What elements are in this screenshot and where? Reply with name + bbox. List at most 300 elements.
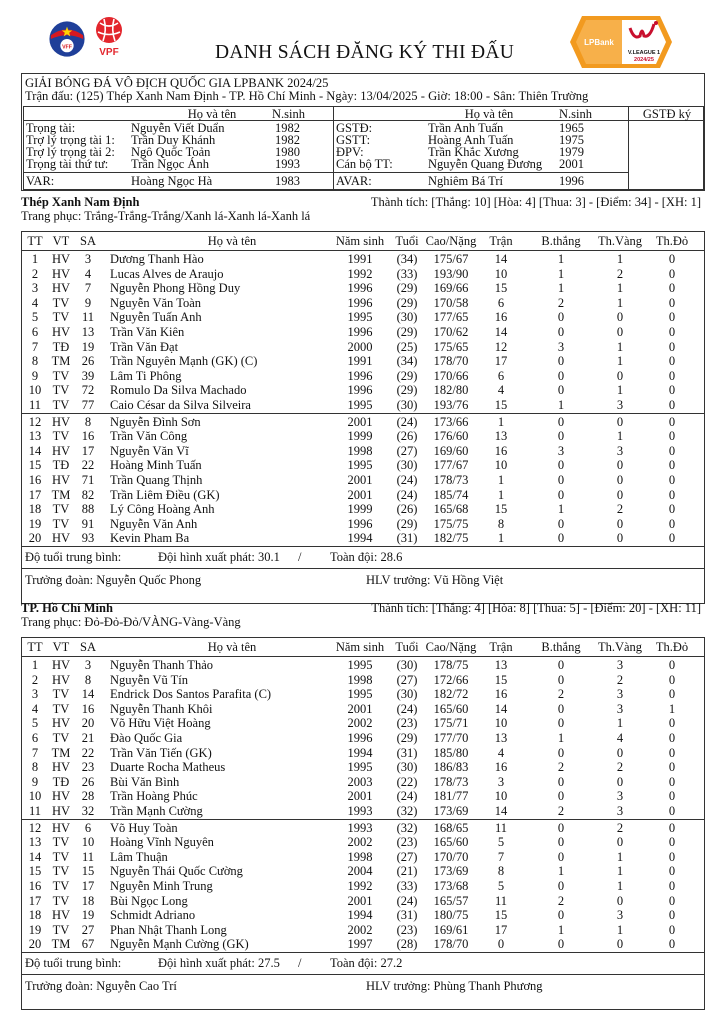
- birth-year: 2001: [347, 472, 373, 487]
- roster-table: [21, 231, 705, 604]
- position: HV: [51, 472, 71, 487]
- official-row: GSTĐ: Trần Anh Tuấn 1965: [336, 121, 584, 135]
- header-name: Họ và tên: [187, 107, 237, 121]
- player-name: Nguyễn Minh Trung: [110, 878, 213, 893]
- birth-year: 2002: [347, 922, 373, 937]
- shirt-number: 8: [84, 672, 92, 687]
- yellow-cards: 1: [616, 716, 624, 731]
- red-cards: 0: [668, 354, 676, 369]
- position: HV: [51, 908, 71, 923]
- player-row: [22, 937, 704, 952]
- yellow-cards: 2: [616, 820, 624, 835]
- red-cards: 0: [668, 295, 676, 310]
- height-weight: 178/70: [433, 937, 469, 952]
- appearances: 13: [494, 730, 508, 745]
- player-row: [22, 398, 704, 413]
- red-cards: 0: [668, 368, 676, 383]
- red-cards: 0: [668, 397, 676, 412]
- row-number: 8: [31, 354, 39, 369]
- player-name: Nguyễn Thái Quốc Cường: [110, 864, 243, 879]
- yellow-cards: 0: [616, 487, 624, 502]
- height-weight: 178/73: [433, 472, 469, 487]
- age: (29): [396, 368, 418, 383]
- appearances: 10: [494, 266, 508, 281]
- team-kit: Trang phục: Trắng-Trắng-Trắng/Xanh lá-Xanh lá-Xanh lá: [21, 209, 311, 223]
- goals: 0: [557, 472, 565, 487]
- shirt-number: 32: [81, 803, 95, 818]
- yellow-cards: 3: [616, 658, 624, 672]
- player-row: [22, 864, 704, 879]
- official-row: Cán bộ TT: Nguyễn Quang Đương 2001: [336, 157, 584, 171]
- appearances: 6: [497, 368, 505, 383]
- official-row-avar: AVAR: Nghiêm Bá Trí 1996: [334, 172, 628, 189]
- roster-table: [21, 637, 705, 1010]
- player-row: [22, 488, 704, 503]
- player-name: Nguyễn Mạnh Cường (GK): [110, 937, 249, 952]
- player-name: Võ Hữu Việt Hoàng: [110, 716, 211, 731]
- player-name: Bùi Văn Bình: [110, 774, 180, 789]
- official-row: Trợ lý trọng tài 1: Trần Duy Khánh 1982: [26, 133, 300, 147]
- player-row: [22, 473, 704, 488]
- birth-year: 1997: [347, 937, 373, 952]
- position: TV: [52, 368, 70, 383]
- player-row: [22, 531, 704, 546]
- yellow-cards: 3: [616, 443, 624, 458]
- position: HV: [51, 414, 71, 429]
- height-weight: 175/71: [433, 716, 469, 731]
- shirt-number: 77: [81, 397, 95, 412]
- row-number: 11: [28, 803, 42, 818]
- age: (31): [396, 531, 418, 546]
- age: (34): [396, 252, 418, 266]
- appearances: 15: [494, 502, 508, 517]
- birth-year: 1992: [347, 878, 373, 893]
- position: TV: [52, 310, 70, 325]
- yellow-cards: 1: [616, 354, 624, 369]
- position: TV: [52, 922, 70, 937]
- height-weight: 178/73: [433, 774, 469, 789]
- shirt-number: 17: [81, 443, 95, 458]
- age: (24): [396, 414, 418, 429]
- position: HV: [51, 658, 71, 672]
- age: (27): [396, 672, 418, 687]
- yellow-cards: 0: [616, 774, 624, 789]
- appearances: 1: [497, 472, 505, 487]
- goals: 0: [557, 310, 565, 325]
- shirt-number: 67: [81, 937, 95, 952]
- row-number: 15: [28, 864, 42, 879]
- player-name: Nguyễn Vũ Tín: [110, 672, 189, 687]
- player-name: Nguyễn Đình Sơn: [110, 414, 201, 429]
- red-cards: 0: [668, 429, 676, 444]
- position: HV: [51, 531, 71, 546]
- height-weight: 185/74: [433, 487, 469, 502]
- player-name: Nguyễn Văn Vĩ: [110, 443, 189, 458]
- age: (21): [396, 864, 418, 879]
- height-weight: 169/60: [433, 443, 469, 458]
- shirt-number: 8: [84, 414, 92, 429]
- shirt-number: 11: [81, 849, 95, 864]
- appearances: 1: [497, 414, 505, 429]
- birth-year: 1996: [347, 383, 373, 398]
- row-number: 16: [28, 878, 42, 893]
- red-cards: 0: [668, 878, 676, 893]
- shirt-number: 18: [81, 893, 95, 908]
- row-number: 1: [31, 252, 39, 266]
- birth-year: 2001: [347, 893, 373, 908]
- appearances: 16: [494, 443, 508, 458]
- row-number: 8: [31, 760, 39, 775]
- goals: 1: [557, 864, 565, 879]
- player-row: [22, 517, 704, 532]
- row-number: 12: [28, 820, 42, 835]
- age: (24): [396, 701, 418, 716]
- player-name: Nguyễn Thanh Thảo: [110, 658, 213, 672]
- goals: 2: [557, 687, 565, 702]
- age: (29): [396, 295, 418, 310]
- team-manager: Trưởng đoàn: Nguyễn Quốc Phong: [25, 572, 202, 587]
- birth-year: 1996: [347, 295, 373, 310]
- position: HV: [51, 789, 71, 804]
- birth-year: 1994: [347, 531, 373, 546]
- height-weight: 193/90: [433, 266, 469, 281]
- shirt-number: 82: [81, 487, 95, 502]
- age: (29): [396, 281, 418, 296]
- row-number: 18: [28, 502, 42, 517]
- appearances: 10: [494, 789, 508, 804]
- position: TV: [52, 864, 70, 879]
- birth-year: 2003: [347, 774, 373, 789]
- red-cards: 0: [668, 487, 676, 502]
- position: TV: [52, 516, 70, 531]
- player-row: [22, 775, 704, 790]
- row-number: 6: [31, 730, 39, 745]
- shirt-number: 72: [81, 383, 95, 398]
- player-name: Trần Nguyên Mạnh (GK) (C): [110, 354, 258, 369]
- starters-group: [22, 657, 704, 820]
- svg-text:LPBank: LPBank: [584, 38, 614, 47]
- red-cards: 0: [668, 443, 676, 458]
- goals: 0: [557, 354, 565, 369]
- supervisor-signature-box: [629, 107, 705, 189]
- red-cards: 0: [668, 745, 676, 760]
- goals: 0: [557, 878, 565, 893]
- position: TV: [52, 429, 70, 444]
- height-weight: 185/80: [433, 745, 469, 760]
- red-cards: 0: [668, 849, 676, 864]
- height-weight: 176/60: [433, 429, 469, 444]
- yellow-cards: 0: [616, 745, 624, 760]
- player-row: [22, 789, 704, 804]
- shirt-number: 39: [81, 368, 95, 383]
- height-weight: 182/80: [433, 383, 469, 398]
- height-weight: 173/66: [433, 414, 469, 429]
- goals: 1: [557, 502, 565, 517]
- row-number: 6: [31, 324, 39, 339]
- officials-table: [23, 106, 704, 190]
- height-weight: 169/61: [433, 922, 469, 937]
- appearances: 10: [494, 716, 508, 731]
- row-number: 9: [31, 774, 39, 789]
- red-cards: 0: [668, 310, 676, 325]
- shirt-number: 91: [81, 516, 95, 531]
- player-row: [22, 687, 704, 702]
- appearances: 11: [494, 893, 508, 908]
- shirt-number: 28: [81, 789, 95, 804]
- appearances: 8: [497, 516, 505, 531]
- red-cards: 0: [668, 893, 676, 908]
- goals: 1: [557, 730, 565, 745]
- svg-text:2024/25: 2024/25: [634, 57, 654, 63]
- goals: 1: [557, 252, 565, 266]
- red-cards: 0: [668, 789, 676, 804]
- vpf-logo-icon: [92, 15, 126, 59]
- roster-header: TT VT SA Họ và tên Năm sinh Tuổi Cao/Nặng Trận B.thắng Th.Vàng Th.Đỏ: [22, 638, 704, 657]
- header-birth: N.sinh: [272, 107, 305, 121]
- player-name: Trần Hoàng Phúc: [110, 789, 198, 804]
- height-weight: 170/62: [433, 324, 469, 339]
- red-cards: 0: [668, 835, 676, 850]
- goals: 0: [557, 672, 565, 687]
- shirt-number: 26: [81, 354, 95, 369]
- shirt-number: 14: [81, 687, 95, 702]
- goals: 1: [557, 266, 565, 281]
- official-row: Trợ lý trọng tài 2: Ngô Quốc Toản 1980: [26, 145, 300, 159]
- yellow-cards: 3: [616, 701, 624, 716]
- birth-year: 1994: [347, 908, 373, 923]
- player-name: Kevin Pham Ba: [110, 531, 190, 546]
- player-name: Nguyễn Tuấn Anh: [110, 310, 202, 325]
- appearances: 15: [494, 672, 508, 687]
- height-weight: 181/77: [433, 789, 469, 804]
- red-cards: 0: [668, 383, 676, 398]
- position: TV: [52, 502, 70, 517]
- player-name: Duarte Rocha Matheus: [110, 760, 226, 775]
- row-number: 4: [31, 701, 39, 716]
- position: HV: [51, 252, 71, 266]
- player-row: [22, 760, 704, 775]
- age: (30): [396, 458, 418, 473]
- player-name: Phan Nhật Thanh Long: [110, 922, 227, 937]
- team-record: Thành tích: [Thắng: 10] [Hòa: 4] [Thua: 3] - [Điểm: 34] - [XH: 1]: [370, 195, 701, 209]
- player-name: Dương Thanh Hào: [110, 252, 204, 266]
- birth-year: 1995: [347, 760, 373, 775]
- goals: 1: [557, 922, 565, 937]
- row-number: 3: [31, 281, 39, 296]
- red-cards: 0: [668, 760, 676, 775]
- goals: 2: [557, 295, 565, 310]
- height-weight: 177/67: [433, 458, 469, 473]
- birth-year: 2001: [347, 487, 373, 502]
- red-cards: 0: [668, 730, 676, 745]
- appearances: 17: [494, 922, 508, 937]
- appearances: 14: [494, 324, 508, 339]
- shirt-number: 88: [81, 502, 95, 517]
- row-number: 7: [31, 339, 39, 354]
- vff-logo-icon: [48, 20, 86, 58]
- player-row: [22, 267, 704, 282]
- position: HV: [51, 281, 71, 296]
- shirt-number: 11: [81, 310, 95, 325]
- birth-year: 1996: [347, 368, 373, 383]
- match-details: Trận đấu: (125) Thép Xanh Nam Định - TP. Hồ Chí Minh - Ngày: 13/04/2025 - Giờ: 18:00 - Sân: Thiên Trường: [25, 89, 589, 103]
- row-number: 14: [28, 443, 42, 458]
- shirt-number: 22: [81, 458, 95, 473]
- birth-year: 1995: [347, 310, 373, 325]
- red-cards: 0: [668, 716, 676, 731]
- svg-text:VFF: VFF: [62, 44, 72, 51]
- yellow-cards: 3: [616, 803, 624, 818]
- player-name: Võ Huy Toàn: [110, 820, 178, 835]
- red-cards: 0: [668, 820, 676, 835]
- red-cards: 0: [668, 281, 676, 296]
- officials-left: [24, 107, 334, 189]
- shirt-number: 4: [84, 266, 92, 281]
- position: TV: [52, 397, 70, 412]
- age: (22): [396, 774, 418, 789]
- goals: 0: [557, 414, 565, 429]
- player-name: Trần Liêm Điều (GK): [110, 487, 220, 502]
- goals: 0: [557, 368, 565, 383]
- starters-group: [22, 251, 704, 414]
- appearances: 10: [494, 458, 508, 473]
- row-number: 1: [31, 658, 39, 672]
- row-number: 2: [31, 672, 39, 687]
- height-weight: 177/65: [433, 310, 469, 325]
- age: (24): [396, 472, 418, 487]
- goals: 0: [557, 774, 565, 789]
- player-row: [22, 502, 704, 517]
- height-weight: 175/65: [433, 339, 469, 354]
- age: (30): [396, 687, 418, 702]
- team-manager: Trưởng đoàn: Nguyễn Cao Trí: [25, 978, 177, 993]
- appearances: 14: [494, 803, 508, 818]
- birth-year: 2001: [347, 701, 373, 716]
- yellow-cards: 0: [616, 472, 624, 487]
- goals: 1: [557, 281, 565, 296]
- player-name: Endrick Dos Santos Parafita (C): [110, 687, 272, 702]
- height-weight: 182/72: [433, 687, 469, 702]
- player-name: Schmidt Adriano: [110, 908, 196, 923]
- yellow-cards: 1: [616, 922, 624, 937]
- roster-header: TT VT SA Họ và tên Năm sinh Tuổi Cao/Nặng Trận B.thắng Th.Vàng Th.Đỏ: [22, 232, 704, 251]
- player-row: [22, 296, 704, 311]
- goals: 0: [557, 908, 565, 923]
- red-cards: 0: [668, 324, 676, 339]
- yellow-cards: 3: [616, 397, 624, 412]
- yellow-cards: 3: [616, 908, 624, 923]
- player-name: Bùi Ngọc Long: [110, 893, 188, 908]
- red-cards: 0: [668, 908, 676, 923]
- vleague-logo-icon: [568, 14, 674, 70]
- age: (24): [396, 789, 418, 804]
- goals: 0: [557, 716, 565, 731]
- age: (26): [396, 429, 418, 444]
- age: (32): [396, 803, 418, 818]
- yellow-cards: 0: [616, 516, 624, 531]
- birth-year: 1996: [347, 324, 373, 339]
- age: (27): [396, 849, 418, 864]
- position: HV: [51, 716, 71, 731]
- yellow-cards: 0: [616, 310, 624, 325]
- player-name: Trần Văn Công: [110, 429, 188, 444]
- yellow-cards: 3: [616, 789, 624, 804]
- position: TĐ: [52, 339, 70, 354]
- shirt-number: 26: [81, 774, 95, 789]
- goals: 0: [557, 429, 565, 444]
- appearances: 16: [494, 760, 508, 775]
- appearances: 14: [494, 701, 508, 716]
- yellow-cards: 0: [616, 835, 624, 850]
- birth-year: 1995: [347, 458, 373, 473]
- appearances: 16: [494, 687, 508, 702]
- player-name: Lucas Alves de Araujo: [110, 266, 224, 281]
- appearances: 12: [494, 339, 508, 354]
- height-weight: 172/66: [433, 672, 469, 687]
- appearances: 7: [497, 849, 505, 864]
- shirt-number: 3: [84, 252, 92, 266]
- row-number: 19: [28, 516, 42, 531]
- position: TV: [52, 849, 70, 864]
- yellow-cards: 0: [616, 324, 624, 339]
- height-weight: 165/60: [433, 701, 469, 716]
- birth-year: 1998: [347, 443, 373, 458]
- appearances: 15: [494, 281, 508, 296]
- head-coach: HLV trưởng: Phùng Thanh Phương: [366, 978, 543, 993]
- appearances: 1: [497, 531, 505, 546]
- goals: 0: [557, 658, 565, 672]
- birth-year: 1995: [347, 397, 373, 412]
- official-row: ĐPV: Trần Khắc Xương 1979: [336, 145, 584, 159]
- birth-year: 1996: [347, 281, 373, 296]
- birth-year: 1999: [347, 429, 373, 444]
- appearances: 17: [494, 354, 508, 369]
- height-weight: 173/69: [433, 864, 469, 879]
- player-row: [22, 923, 704, 938]
- row-number: 4: [31, 295, 39, 310]
- red-cards: 0: [668, 414, 676, 429]
- position: TV: [52, 687, 70, 702]
- position: TV: [52, 295, 70, 310]
- height-weight: 173/69: [433, 803, 469, 818]
- height-weight: 170/70: [433, 849, 469, 864]
- player-name: Nguyễn Văn Toàn: [110, 295, 202, 310]
- birth-year: 1994: [347, 745, 373, 760]
- height-weight: 182/75: [433, 531, 469, 546]
- appearances: 5: [497, 878, 505, 893]
- official-row-var: VAR: Hoàng Ngọc Hà 1983: [24, 172, 333, 189]
- row-number: 5: [31, 716, 39, 731]
- player-row: [22, 850, 704, 865]
- red-cards: 0: [668, 922, 676, 937]
- match-info-box: [21, 73, 705, 191]
- team-name: TP. Hồ Chí Minh: [21, 601, 113, 615]
- goals: 0: [557, 516, 565, 531]
- red-cards: 0: [668, 458, 676, 473]
- row-number: 3: [31, 687, 39, 702]
- appearances: 6: [497, 295, 505, 310]
- player-name: Caio César da Silva Silveira: [110, 397, 251, 412]
- birth-year: 2001: [347, 789, 373, 804]
- player-row: [22, 383, 704, 398]
- appearances: 4: [497, 383, 505, 398]
- goals: 2: [557, 893, 565, 908]
- row-number: 9: [31, 368, 39, 383]
- row-number: 18: [28, 908, 42, 923]
- position: TM: [51, 937, 71, 952]
- head-coach: HLV trưởng: Vũ Hồng Việt: [366, 572, 504, 587]
- yellow-cards: 1: [616, 878, 624, 893]
